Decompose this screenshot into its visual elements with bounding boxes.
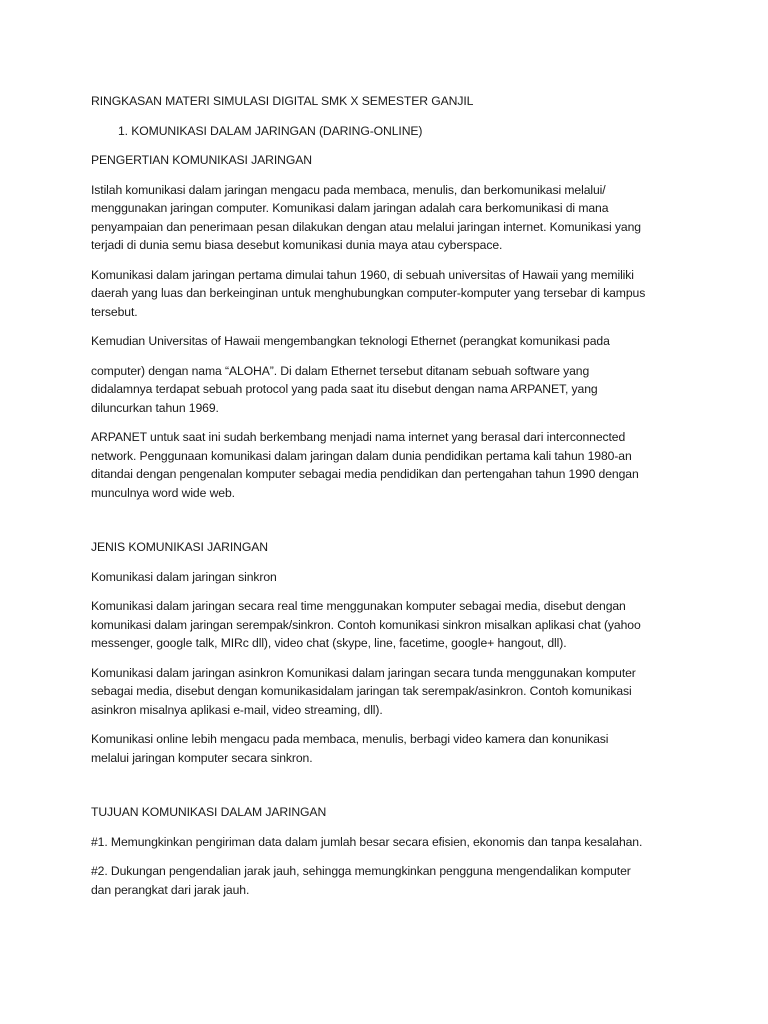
paragraph-line: messenger, google talk, MIRc dll), video chat (skype, line, facetime, google+ hangout, dll). xyxy=(91,636,567,650)
goal-2 xyxy=(91,862,681,899)
paragraph-line: ditandai dengan pengenalan komputer sebagai media pendidikan dan pertengahan tahun 1990 dengan xyxy=(91,467,639,481)
paragraph-line: Kemudian Universitas of Hawaii mengembangkan teknologi Ethernet (perangkat komunikasi pada xyxy=(91,334,610,348)
goal-line: dan perangkat dari jarak jauh. xyxy=(91,882,250,897)
paragraph-3 xyxy=(91,332,681,351)
paragraph-7 xyxy=(91,664,681,720)
document-title: RINGKASAN MATERI SIMULASI DIGITAL SMK X SEMESTER GANJIL xyxy=(91,94,474,108)
paragraph-line: tersebut. xyxy=(91,304,138,319)
paragraph-line: penyampaian dan penerimaan pesan dilakukan dengan atau melalui jaringan internet. Komunikasi yang xyxy=(91,219,641,234)
paragraph-line: asinkron misalnya aplikasi e-mail, video streaming, dll). xyxy=(91,702,383,717)
paragraph-line: Komunikasi dalam jaringan asinkron Komunikasi dalam jaringan secara tunda menggunakan komputer xyxy=(91,665,636,680)
paragraph-line: melalui jaringan komputer secara sinkron. xyxy=(91,750,313,765)
paragraph-1 xyxy=(91,181,681,255)
paragraph-line: ARPANET untuk saat ini sudah berkembang menjadi nama internet yang berasal dari interconnected xyxy=(91,430,626,444)
paragraph-line: Komunikasi online lebih mengacu pada membaca, menulis, berbagi video kamera dan konunikasi xyxy=(91,732,609,746)
goal-1 xyxy=(91,833,681,852)
paragraph-4 xyxy=(91,362,681,418)
goal-line: #1. Memungkinkan pengiriman data dalam jumlah besar secara efisien, ekonomis dan tanpa kesalahan. xyxy=(91,834,643,849)
paragraph-line: sebagai media, disebut dengan komunikasidalam jaringan tak serempak/asinkron. Contoh komunikasi xyxy=(91,684,632,698)
paragraph-2 xyxy=(91,266,681,322)
types-heading: JENIS KOMUNIKASI JARINGAN xyxy=(91,540,268,554)
section-heading-1: 1. KOMUNIKASI DALAM JARINGAN (DARING-ONLINE) xyxy=(118,123,423,138)
paragraph-line: munculnya word wide web. xyxy=(91,485,235,500)
paragraph-line: komunikasi dalam jaringan serempak/sinkron. Contoh komunikasi sinkron misalkan aplikasi chat (yahoo xyxy=(91,617,641,632)
paragraph-line: menggunakan jaringan computer. Komunikasi dalam jaringan adalah cara berkomunikasi di mana xyxy=(91,201,609,215)
paragraph-line: didalamnya terdapat sebuah protocol yang pada saat itu disebut dengan nama ARPANET, yang xyxy=(91,382,598,396)
goals-heading: TUJUAN KOMUNIKASI DALAM JARINGAN xyxy=(91,805,327,819)
paragraph-5 xyxy=(91,428,681,502)
goal-line: #2. Dukungan pengendalian jarak jauh, sehingga memungkinkan pengguna mengendalikan komputer xyxy=(91,864,631,878)
sync-subheading: Komunikasi dalam jaringan sinkron xyxy=(91,569,277,584)
document-page xyxy=(91,92,681,899)
paragraph-line: computer) dengan nama “ALOHA”. Di dalam Ethernet tersebut ditanam sebuah software yang xyxy=(91,363,590,378)
paragraph-line: Komunikasi dalam jaringan secara real time menggunakan komputer sebagai media, disebut dengan xyxy=(91,599,626,613)
paragraph-line: Komunikasi dalam jaringan pertama dimulai tahun 1960, di sebuah universitas of Hawaii yang memiliki xyxy=(91,267,634,282)
paragraph-line: daerah yang luas dan berkeinginan untuk menghubungkan computer-komputer yang tersebar di kampus xyxy=(91,286,646,300)
paragraph-8 xyxy=(91,730,681,767)
paragraph-line: Istilah komunikasi dalam jaringan mengacu pada membaca, menulis, dan berkomunikasi melalui/ xyxy=(91,182,606,197)
paragraph-line: diluncurkan tahun 1969. xyxy=(91,400,219,415)
paragraph-line: terjadi di dunia semu biasa desebut komunikasi dunia maya atau cyberspace. xyxy=(91,238,503,252)
definition-heading: PENGERTIAN KOMUNIKASI JARINGAN xyxy=(91,153,312,167)
paragraph-6 xyxy=(91,597,681,653)
paragraph-line: network. Penggunaan komunikasi dalam jaringan dalam dunia pendidikan pertama kali tahun 1980-an xyxy=(91,448,632,463)
